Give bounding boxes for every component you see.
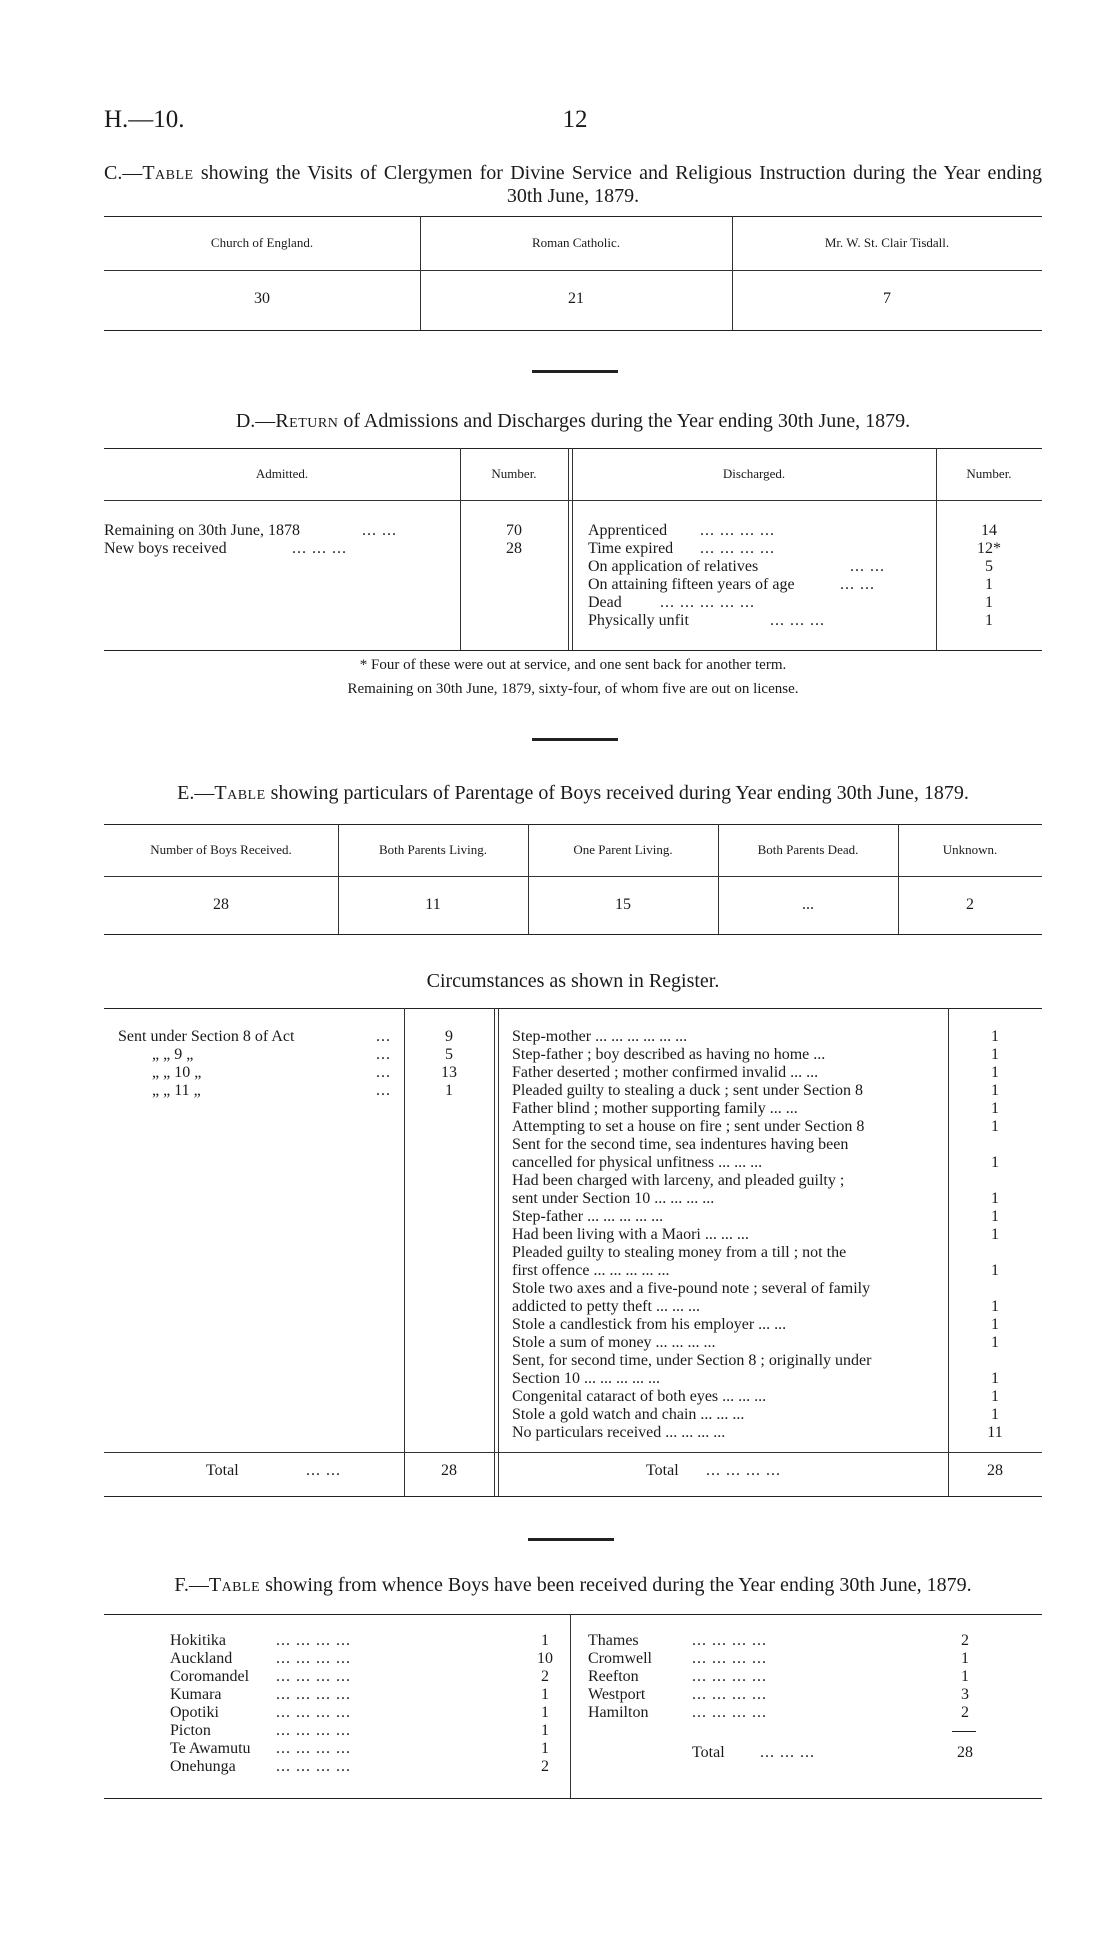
table-c-header: Mr. W. St. Clair Tisdall.: [824, 235, 950, 250]
table-d-footnote: * Four of these were out at service, and one sent back for another term.: [359, 657, 787, 673]
table-e-value: 11: [425, 896, 441, 913]
leader-dots: ...: [376, 1082, 391, 1099]
section-number: 1: [445, 1082, 453, 1099]
circumstance-item: No particulars received ... ... ... ...: [512, 1424, 726, 1441]
place-name: Hokitika: [170, 1632, 226, 1649]
circumstance-item-continuation: sent under Section 10 ... ... ... ...: [512, 1190, 715, 1207]
section-label: „ „ 9 „: [152, 1046, 194, 1063]
table-e-value: 2: [966, 896, 974, 913]
table-d-bottom-rule: [104, 650, 1042, 651]
leader-dots: ... ... ... ...: [276, 1650, 351, 1667]
circumstance-item: Attempting to set a house on fire ; sent under Section 8: [512, 1118, 865, 1135]
circumstance-item-continuation: cancelled for physical unfitness ... ... ...: [512, 1154, 763, 1171]
place-name: Te Awamutu: [170, 1740, 251, 1757]
place-name: Cromwell: [588, 1650, 652, 1667]
admitted-number: 70: [506, 522, 522, 539]
leader-dots: ... ...: [840, 576, 875, 593]
leader-dots: ... ... ... ...: [700, 522, 775, 539]
section-separator: [532, 370, 618, 373]
table-e-header: Both Parents Dead.: [757, 842, 859, 857]
leader-dots: ... ... ... ...: [276, 1758, 351, 1775]
place-name: Hamilton: [588, 1704, 649, 1721]
table-e-divider: [338, 824, 339, 934]
leader-dots: ... ... ... ...: [276, 1722, 351, 1739]
table-c-value: 30: [254, 290, 270, 307]
discharged-number: 12*: [977, 540, 1001, 557]
place-count: 1: [961, 1668, 969, 1685]
table-e-header: Unknown.: [942, 842, 998, 857]
place-count: 2: [961, 1704, 969, 1721]
circumstance-number: 1: [991, 1046, 999, 1063]
table-c-header: Church of England.: [210, 235, 314, 250]
leader-dots: ... ... ...: [760, 1744, 815, 1761]
circumstance-number: 1: [991, 1208, 999, 1225]
leader-dots: ...: [376, 1046, 391, 1063]
circumstance-number: 1: [991, 1118, 999, 1135]
place-count: 1: [541, 1704, 549, 1721]
leader-dots: ... ...: [306, 1462, 341, 1479]
table-d-header: Admitted.: [255, 466, 309, 481]
section-label: „ „ 11 „: [152, 1082, 201, 1099]
circumstance-item: Sent, for second time, under Section 8 ; originally under: [512, 1352, 872, 1369]
place-count: 1: [541, 1722, 549, 1739]
circumstance-item-continuation: Section 10 ... ... ... ... ...: [512, 1370, 660, 1387]
table-e-value: 28: [213, 896, 229, 913]
circumstance-number: 1: [991, 1082, 999, 1099]
circumstance-item: Father deserted ; mother confirmed invalid ... ...: [512, 1064, 819, 1081]
section-label: „ „ 10 „: [152, 1064, 202, 1081]
place-name: Auckland: [170, 1650, 233, 1667]
circumstance-item: Pleaded guilty to stealing money from a till ; not the: [512, 1244, 847, 1261]
leader-dots: ... ... ... ...: [276, 1632, 351, 1649]
circumstance-item: Stole a sum of money ... ... ... ...: [512, 1334, 716, 1351]
leader-dots: ... ... ... ...: [692, 1686, 767, 1703]
discharged-number: 1: [985, 612, 993, 629]
place-name: Thames: [588, 1632, 639, 1649]
table-d-header: Number.: [491, 466, 537, 481]
sections-total: 28: [441, 1462, 457, 1479]
leader-dots: ... ... ... ...: [706, 1462, 781, 1479]
place-name: Picton: [170, 1722, 211, 1739]
table-d-remaining-note: Remaining on 30th June, 1879, sixty-four, of whom five are out on license.: [347, 681, 799, 697]
place-name: Coromandel: [170, 1668, 250, 1685]
section-label: Sent under Section 8 of Act: [118, 1028, 295, 1045]
table-c-value: 21: [568, 290, 584, 307]
circumstances-title: Circumstances as shown in Register.: [426, 970, 720, 992]
circumstances-top-rule: [104, 1008, 1042, 1009]
circumstance-item: Congenital cataract of both eyes ... ... ...: [512, 1388, 767, 1405]
circumstance-number: 1: [991, 1100, 999, 1117]
circumstance-item: Stole a candlestick from his employer ... ...: [512, 1316, 787, 1333]
place-count: 1: [541, 1740, 549, 1757]
sections-total-label: Total: [206, 1462, 239, 1479]
discharged-label: On application of relatives: [588, 558, 759, 575]
circumstance-number: 1: [991, 1262, 999, 1279]
table-c-top-rule: [104, 216, 1042, 217]
circumstance-number: 11: [987, 1424, 1003, 1441]
table-c-header: Roman Catholic.: [531, 235, 621, 250]
place-count: 1: [541, 1686, 549, 1703]
leader-dots: ... ... ... ...: [692, 1668, 767, 1685]
discharged-label: Dead: [588, 594, 622, 611]
table-d-header: Discharged.: [722, 466, 786, 481]
leader-dots: ... ... ...: [292, 540, 347, 557]
place-count: 10: [537, 1650, 553, 1667]
section-number: 5: [445, 1046, 453, 1063]
table-d-title: D.—Return of Admissions and Discharges during the Year ending 30th June, 1879.: [235, 410, 911, 432]
place-count: 2: [541, 1668, 549, 1685]
circumstance-item: Stole two axes and a five-pound note ; several of family: [512, 1280, 871, 1297]
table-c-bottom-rule: [104, 330, 1042, 331]
table-e-header: Both Parents Living.: [379, 842, 487, 857]
table-c-divider: [420, 216, 421, 330]
place-name: Kumara: [170, 1686, 222, 1703]
circumstance-number: 1: [991, 1316, 999, 1333]
discharged-label: Time expired: [588, 540, 674, 557]
table-c-header-rule: [104, 270, 1042, 271]
circumstance-number: 1: [991, 1064, 999, 1081]
circumstance-item: Step-mother ... ... ... ... ... ...: [512, 1028, 688, 1045]
leader-dots: ...: [376, 1064, 391, 1081]
discharged-number: 5: [985, 558, 993, 575]
leader-dots: ... ... ... ...: [700, 540, 775, 557]
circumstance-item: Sent for the second time, sea indentures having been: [512, 1136, 849, 1153]
discharged-label: Apprenticed: [588, 522, 668, 539]
circumstances-total-rule: [104, 1452, 1042, 1453]
admitted-label: Remaining on 30th June, 1878: [104, 522, 300, 539]
table-f-divider: [570, 1614, 571, 1798]
circumstance-number: 1: [991, 1370, 999, 1387]
discharged-label: Physically unfit: [588, 612, 689, 629]
sum-dash: [952, 1731, 976, 1732]
leader-dots: ... ... ... ...: [276, 1704, 351, 1721]
leader-dots: ... ...: [850, 558, 885, 575]
table-d-header: Number.: [966, 466, 1012, 481]
circumstance-number: 1: [991, 1226, 999, 1243]
discharged-number: 1: [985, 594, 993, 611]
circumstance-item: Pleaded guilty to stealing a duck ; sent under Section 8: [512, 1082, 864, 1099]
leader-dots: ... ... ... ...: [276, 1668, 351, 1685]
table-c-title: C.—Table showing the Visits of Clergymen for Divine Service and Religious Instruction during the Year ending 30th June, 1879.: [104, 162, 1042, 207]
circumstance-item: Step-father ... ... ... ... ...: [512, 1208, 664, 1225]
table-e-value: 15: [615, 896, 631, 913]
leader-dots: ... ... ... ...: [692, 1704, 767, 1721]
leader-dots: ... ... ... ...: [692, 1650, 767, 1667]
circumstance-number: 1: [991, 1190, 999, 1207]
circumstance-item-continuation: first offence ... ... ... ... ...: [512, 1262, 670, 1279]
leader-dots: ... ... ...: [770, 612, 825, 629]
circumstances-double-divider: [494, 1008, 499, 1496]
table-e-value: ...: [802, 896, 814, 913]
leader-dots: ... ... ... ... ...: [660, 594, 755, 611]
table-e-bottom-rule: [104, 934, 1042, 935]
admitted-label: New boys received: [104, 540, 227, 557]
circumstance-number: 1: [991, 1388, 999, 1405]
table-c-value: 7: [883, 290, 891, 307]
table-e-divider: [528, 824, 529, 934]
table-e-divider: [898, 824, 899, 934]
place-name: Onehunga: [170, 1758, 236, 1775]
place-name: Westport: [588, 1686, 646, 1703]
table-e-top-rule: [104, 824, 1042, 825]
items-total: 28: [987, 1462, 1003, 1479]
circumstance-number: 1: [991, 1334, 999, 1351]
place-count: 3: [961, 1686, 969, 1703]
discharged-label: On attaining fifteen years of age: [588, 576, 795, 593]
place-name: Opotiki: [170, 1704, 219, 1721]
table-f-total-label: Total: [692, 1744, 725, 1761]
table-c-divider: [732, 216, 733, 330]
admitted-number: 28: [506, 540, 522, 557]
page-number: 12: [562, 106, 588, 133]
table-e-header: Number of Boys Received.: [150, 842, 292, 857]
section-separator: [528, 1538, 614, 1541]
place-count: 2: [961, 1632, 969, 1649]
circumstances-bottom-rule: [104, 1496, 1042, 1497]
document-reference: H.—10.: [104, 106, 185, 133]
section-number: 9: [445, 1028, 453, 1045]
section-separator: [532, 738, 618, 741]
place-name: Reefton: [588, 1668, 639, 1685]
table-d-header-rule: [104, 500, 1042, 501]
discharged-number: 14: [981, 522, 997, 539]
circumstance-number: 1: [991, 1298, 999, 1315]
leader-dots: ...: [376, 1028, 391, 1045]
table-e-title: E.—Table showing particulars of Parentage of Boys received during Year ending 30th June, 1879.: [177, 782, 969, 804]
table-d-top-rule: [104, 448, 1042, 449]
leader-dots: ... ... ... ...: [692, 1632, 767, 1649]
circumstance-item: Father blind ; mother supporting family ... ...: [512, 1100, 798, 1117]
circumstance-item: Had been living with a Maori ... ... ...: [512, 1226, 749, 1243]
circumstance-item-continuation: addicted to petty theft ... ... ...: [512, 1298, 700, 1315]
circumstance-item: Step-father ; boy described as having no home ...: [512, 1046, 826, 1063]
table-e-divider: [718, 824, 719, 934]
leader-dots: ... ...: [362, 522, 397, 539]
place-count: 1: [961, 1650, 969, 1667]
leader-dots: ... ... ... ...: [276, 1686, 351, 1703]
leader-dots: ... ... ... ...: [276, 1740, 351, 1757]
discharged-number: 1: [985, 576, 993, 593]
circumstance-number: 1: [991, 1028, 999, 1045]
place-count: 2: [541, 1758, 549, 1775]
table-f-bottom-rule: [104, 1798, 1042, 1799]
circumstance-number: 1: [991, 1406, 999, 1423]
section-number: 13: [441, 1064, 457, 1081]
table-f-total: 28: [957, 1744, 973, 1761]
circumstance-number: 1: [991, 1154, 999, 1171]
table-f-top-rule: [104, 1614, 1042, 1615]
circumstance-item: Had been charged with larceny, and pleaded guilty ;: [512, 1172, 845, 1189]
circumstance-item: Stole a gold watch and chain ... ... ...: [512, 1406, 745, 1423]
place-count: 1: [541, 1632, 549, 1649]
items-total-label: Total: [646, 1462, 679, 1479]
table-e-header-rule: [104, 876, 1042, 877]
table-e-header: One Parent Living.: [573, 842, 673, 857]
table-f-title: F.—Table showing from whence Boys have been received during the Year ending 30th June, 1879.: [174, 1574, 972, 1596]
